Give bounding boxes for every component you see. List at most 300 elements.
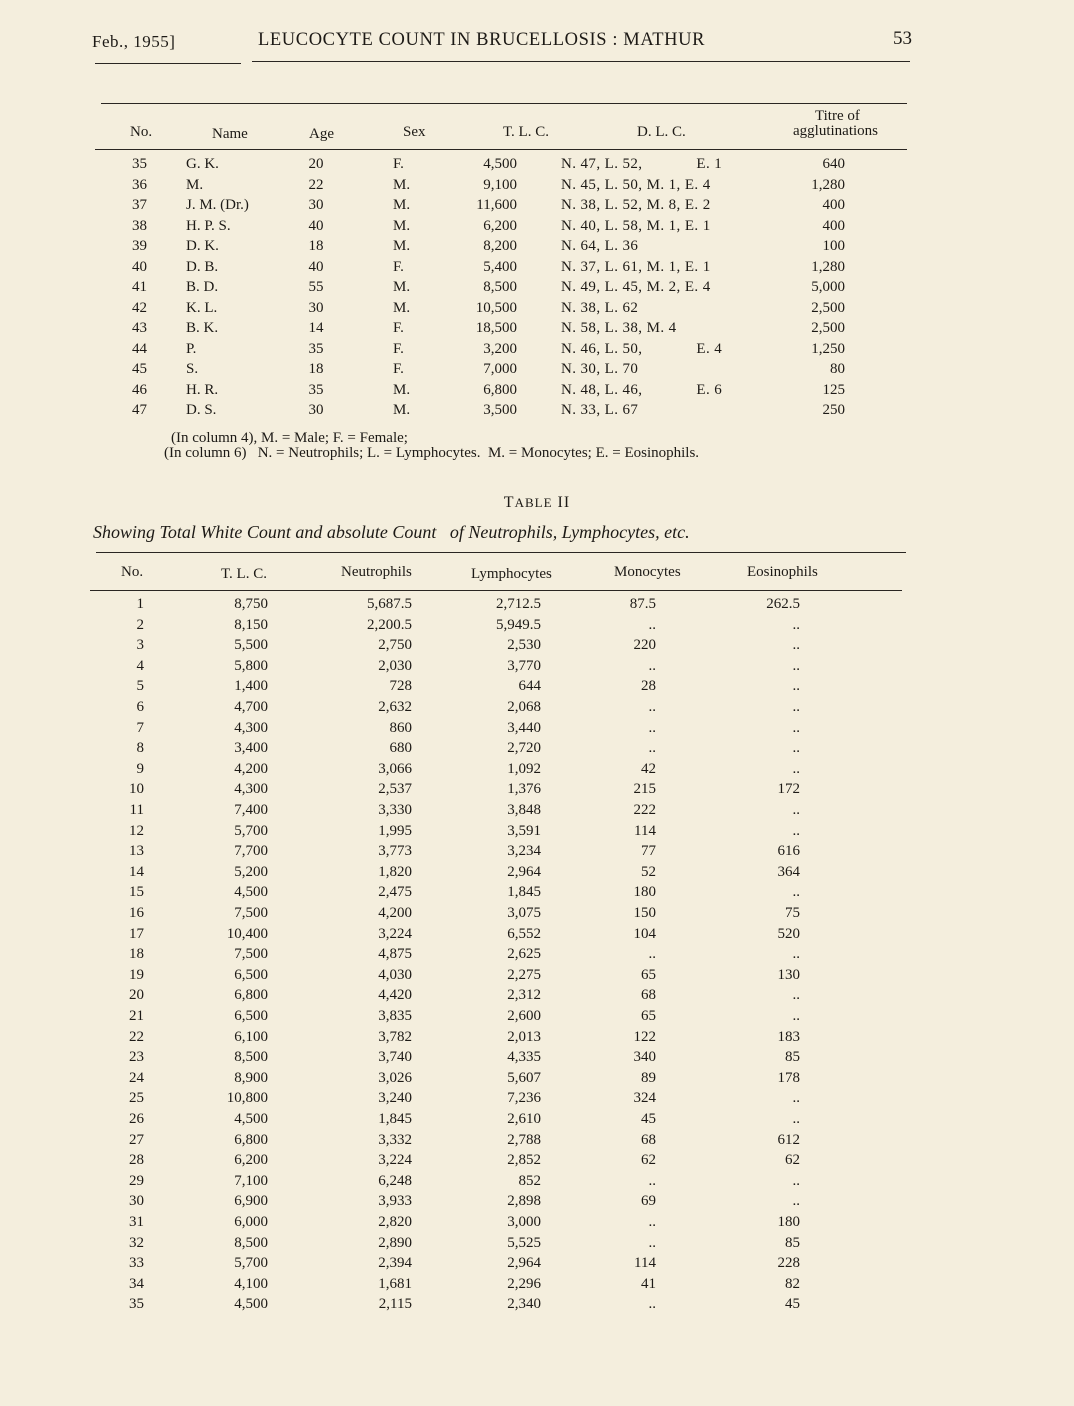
cell-monocytes: .. <box>648 946 656 963</box>
table-row <box>90 926 906 946</box>
cell-age: 55 <box>308 279 324 295</box>
cell-dlc: N. 40, L. 58, M. 1, E. 1 <box>561 217 711 234</box>
cell-name: M. <box>186 176 204 193</box>
cell-no: 44 <box>132 340 147 357</box>
cell-neutrophils: 2,030 <box>378 657 412 674</box>
cell-age: 30 <box>308 299 324 316</box>
table-2-header-rule <box>90 590 902 591</box>
table-row <box>95 238 907 258</box>
table-row <box>90 699 906 719</box>
table-row <box>90 617 906 637</box>
cell-sex: M. <box>393 299 411 316</box>
table-row <box>95 402 907 422</box>
cell-no: 16 <box>129 905 144 921</box>
cell-eosinophils: 45 <box>785 1296 800 1313</box>
cell-name: B. K. <box>186 320 219 336</box>
cell-tlc: 10,800 <box>226 1090 268 1107</box>
cell-no: 21 <box>129 1008 144 1024</box>
cell-no: 31 <box>129 1214 144 1230</box>
cell-lymphocytes: 644 <box>518 678 541 695</box>
cell-eosinophils: 85 <box>785 1234 800 1251</box>
table-2-subcaption: Showing Total White Count and absolute Count of Neutrophils, Lymphocytes, etc. <box>93 522 690 542</box>
cell-neutrophils: 3,240 <box>378 1090 412 1107</box>
cell-eosinophils: 178 <box>777 1069 800 1086</box>
cell-lymphocytes: 2,712.5 <box>496 596 541 612</box>
cell-monocytes: 114 <box>634 1255 656 1272</box>
cell-titre: 2,500 <box>811 299 845 316</box>
cell-no: 45 <box>132 361 147 377</box>
cell-monocytes: 215 <box>633 781 656 798</box>
cell-tlc: 9,100 <box>483 176 517 193</box>
cell-lymphocytes: 2,275 <box>507 966 541 983</box>
cell-lymphocytes: 3,848 <box>507 802 541 818</box>
cell-neutrophils: 2,750 <box>378 637 412 654</box>
table-row <box>90 781 906 801</box>
footnote-dlc-legend: (In column 6) N. = Neutrophils; L. = Lymphocytes. M. = Monocytes; E. = Eosinophils. <box>164 445 700 461</box>
running-title: LEUCOCYTE COUNT IN BRUCELLOSIS : MATHUR <box>258 30 706 50</box>
cell-titre: 80 <box>830 361 845 377</box>
caption-number: II <box>557 494 571 511</box>
header-rule-right <box>252 61 910 62</box>
cell-tlc: 11,600 <box>476 197 517 213</box>
cell-no: 20 <box>129 987 144 1004</box>
cell-neutrophils: 1,820 <box>378 863 412 880</box>
cell-lymphocytes: 2,312 <box>507 987 541 1004</box>
cell-lymphocytes: 2,964 <box>507 1255 541 1272</box>
cell-monocytes: 42 <box>641 760 656 777</box>
cell-lymphocytes: 2,296 <box>507 1275 541 1292</box>
cell-monocytes: .. <box>648 699 656 715</box>
cell-dlc: N. 47, L. 52, E. 1 <box>561 156 723 172</box>
cell-lymphocytes: 2,013 <box>507 1028 541 1045</box>
cell-tlc: 8,500 <box>483 279 517 295</box>
cell-tlc: 8,500 <box>234 1049 268 1066</box>
table-2-caption <box>0 494 1074 512</box>
cell-eosinophils: 172 <box>777 781 800 798</box>
cell-lymphocytes: 3,000 <box>507 1214 541 1230</box>
cell-tlc: 4,500 <box>234 1111 268 1127</box>
cell-no: 29 <box>129 1172 144 1189</box>
cell-lymphocytes: 3,234 <box>507 843 541 860</box>
cell-sex: F. <box>393 156 404 172</box>
cell-dlc: N. 64, L. 36 <box>561 238 639 254</box>
cell-no: 14 <box>129 863 144 880</box>
table-row <box>95 279 907 299</box>
col-header-age: Age <box>309 126 334 142</box>
cell-tlc: 6,000 <box>234 1214 268 1230</box>
table-row <box>90 1152 906 1172</box>
cell-neutrophils: 2,890 <box>378 1234 412 1251</box>
cell-no: 15 <box>129 884 144 901</box>
cell-no: 32 <box>129 1234 144 1251</box>
cell-eosinophils: 85 <box>785 1049 800 1066</box>
table-row <box>95 156 907 176</box>
cell-monocytes: 122 <box>633 1028 656 1045</box>
col-header-neutrophils: Neutrophils <box>341 564 412 580</box>
cell-tlc: 6,100 <box>234 1028 268 1045</box>
cell-eosinophils: .. <box>792 616 800 633</box>
cell-dlc: N. 58, L. 38, M. 4 <box>561 320 677 336</box>
cell-tlc: 4,500 <box>234 884 268 901</box>
table-row <box>90 1132 906 1152</box>
cell-no: 24 <box>129 1069 144 1086</box>
cell-monocytes: 89 <box>641 1069 656 1086</box>
cell-age: 18 <box>308 361 324 377</box>
cell-eosinophils: 62 <box>785 1152 800 1169</box>
cell-lymphocytes: 2,600 <box>507 1008 541 1024</box>
cell-no: 5 <box>136 678 144 695</box>
cell-no: 22 <box>129 1028 144 1045</box>
cell-lymphocytes: 2,964 <box>507 863 541 880</box>
cell-no: 39 <box>132 238 147 254</box>
cell-name: D. B. <box>186 258 219 275</box>
cell-no: 47 <box>132 402 147 418</box>
cell-no: 1 <box>136 596 144 612</box>
cell-monocytes: 324 <box>633 1090 656 1107</box>
cell-name: S. <box>186 361 199 377</box>
cell-tlc: 4,300 <box>234 719 268 736</box>
cell-titre: 1,250 <box>811 340 845 357</box>
cell-eosinophils: .. <box>792 946 800 963</box>
table-2-top-rule <box>96 552 906 553</box>
cell-tlc: 18,500 <box>475 320 517 336</box>
cell-lymphocytes: 1,845 <box>507 884 541 901</box>
table-row <box>90 1276 906 1296</box>
cell-dlc: N. 37, L. 61, M. 1, E. 1 <box>561 258 711 275</box>
cell-tlc: 4,700 <box>234 699 268 715</box>
cell-neutrophils: 1,995 <box>378 822 412 839</box>
cell-monocytes: .. <box>648 1234 656 1251</box>
cell-age: 40 <box>308 217 324 234</box>
cell-no: 43 <box>132 320 147 336</box>
cell-tlc: 7,000 <box>483 361 517 377</box>
table-row <box>90 1193 906 1213</box>
cell-lymphocytes: 5,949.5 <box>496 616 541 633</box>
table-row <box>90 1235 906 1255</box>
cell-age: 35 <box>308 381 324 398</box>
cell-tlc: 6,800 <box>234 987 268 1004</box>
table-row <box>95 300 907 320</box>
cell-monocytes: 52 <box>641 863 656 880</box>
cell-monocytes: 222 <box>633 802 656 818</box>
table-row <box>90 1029 906 1049</box>
cell-eosinophils: 130 <box>777 966 800 983</box>
col-header-no: No. <box>130 124 153 140</box>
page-number: 53 <box>893 28 912 49</box>
cell-no: 34 <box>129 1275 144 1292</box>
table-row <box>90 1214 906 1234</box>
cell-neutrophils: 5,687.5 <box>367 596 412 612</box>
cell-no: 23 <box>129 1049 144 1066</box>
table-row <box>90 720 906 740</box>
footnote-sex-legend: (In column 4), M. = Male; F. = Female; <box>171 430 408 446</box>
cell-eosinophils: .. <box>792 1172 800 1189</box>
cell-tlc: 4,200 <box>234 760 268 777</box>
cell-age: 14 <box>308 320 324 336</box>
cell-lymphocytes: 2,788 <box>507 1131 541 1148</box>
cell-monocytes: 62 <box>641 1152 656 1169</box>
cell-lymphocytes: 3,075 <box>507 905 541 921</box>
cell-tlc: 5,200 <box>234 863 268 880</box>
cell-no: 26 <box>129 1111 144 1127</box>
cell-lymphocytes: 6,552 <box>507 925 541 942</box>
cell-dlc: N. 46, L. 50, E. 4 <box>561 340 723 357</box>
table-row <box>90 678 906 698</box>
cell-tlc: 3,500 <box>483 402 517 418</box>
header-rule-left <box>95 63 241 64</box>
cell-neutrophils: 2,394 <box>378 1255 412 1272</box>
cell-name: D. K. <box>186 238 219 254</box>
cell-eosinophils: .. <box>792 760 800 777</box>
cell-name: B. D. <box>186 279 219 295</box>
col-header-dlc: D. L. C. <box>637 124 686 140</box>
cell-tlc: 5,800 <box>234 657 268 674</box>
cell-tlc: 5,700 <box>234 822 268 839</box>
cell-no: 37 <box>132 197 147 213</box>
table-row <box>90 967 906 987</box>
cell-eosinophils: .. <box>792 637 800 654</box>
cell-name: H. R. <box>186 381 219 398</box>
cell-eosinophils: 364 <box>777 863 800 880</box>
cell-neutrophils: 4,875 <box>378 946 412 963</box>
cell-lymphocytes: 2,340 <box>507 1296 541 1313</box>
cell-eosinophils: 228 <box>777 1255 800 1272</box>
cell-eosinophils: .. <box>792 822 800 839</box>
cell-monocytes: 77 <box>641 843 656 860</box>
cell-name: J. M. (Dr.) <box>186 197 249 213</box>
table-row <box>90 1070 906 1090</box>
table-row <box>90 987 906 1007</box>
cell-no: 28 <box>129 1152 144 1169</box>
table-row <box>90 802 906 822</box>
table-row <box>90 864 906 884</box>
cell-tlc: 5,500 <box>234 637 268 654</box>
cell-lymphocytes: 2,898 <box>507 1193 541 1210</box>
cell-monocytes: 68 <box>641 1131 656 1148</box>
table-row <box>95 259 907 279</box>
table-row <box>90 596 906 616</box>
cell-sex: M. <box>393 381 411 398</box>
cell-tlc: 8,150 <box>234 616 268 633</box>
cell-no: 17 <box>129 925 144 942</box>
cell-neutrophils: 4,030 <box>378 966 412 983</box>
col-header-lymphocytes: Lymphocytes <box>471 566 552 582</box>
cell-tlc: 7,500 <box>234 946 268 963</box>
cell-sex: F. <box>393 258 404 275</box>
cell-name: D. S. <box>186 402 217 418</box>
cell-neutrophils: 6,248 <box>378 1172 412 1189</box>
cell-tlc: 6,800 <box>483 381 517 398</box>
cell-neutrophils: 3,782 <box>378 1028 412 1045</box>
col-header-name: Name <box>212 126 248 142</box>
cell-monocytes: 114 <box>634 822 656 839</box>
cell-neutrophils: 860 <box>389 719 412 736</box>
cell-eosinophils: .. <box>792 802 800 818</box>
cell-no: 2 <box>136 616 144 633</box>
cell-neutrophils: 3,330 <box>378 802 412 818</box>
cell-lymphocytes: 2,852 <box>507 1152 541 1169</box>
cell-monocytes: 68 <box>641 987 656 1004</box>
cell-sex: F. <box>393 361 404 377</box>
cell-sex: M. <box>393 197 411 213</box>
table-row <box>90 1255 906 1275</box>
cell-sex: F. <box>393 320 404 336</box>
cell-name: G. K. <box>186 156 219 172</box>
cell-eosinophils: .. <box>792 987 800 1004</box>
cell-eosinophils: 82 <box>785 1275 800 1292</box>
cell-lymphocytes: 5,607 <box>507 1069 541 1086</box>
cell-no: 33 <box>129 1255 144 1272</box>
table-row <box>90 1090 906 1110</box>
cell-lymphocytes: 852 <box>518 1172 541 1189</box>
cell-titre: 400 <box>822 217 845 234</box>
table-row <box>90 1296 906 1316</box>
cell-titre: 5,000 <box>811 279 845 295</box>
cell-monocytes: 65 <box>641 966 656 983</box>
cell-name: P. <box>186 340 197 357</box>
cell-monocytes: 41 <box>641 1275 656 1292</box>
cell-no: 25 <box>129 1090 144 1107</box>
col-header-tlc: T. L. C. <box>503 124 549 140</box>
cell-titre: 400 <box>822 197 845 213</box>
cell-tlc: 6,200 <box>234 1152 268 1169</box>
col-header-tlc: T. L. C. <box>221 566 267 582</box>
cell-no: 40 <box>132 258 147 275</box>
cell-no: 35 <box>129 1296 144 1313</box>
cell-age: 18 <box>308 238 324 254</box>
table-row <box>95 341 907 361</box>
cell-no: 46 <box>132 381 147 398</box>
cell-dlc: N. 33, L. 67 <box>561 402 639 418</box>
cell-monocytes: .. <box>648 616 656 633</box>
col-header-monocytes: Monocytes <box>614 564 681 580</box>
table-row <box>90 946 906 966</box>
cell-neutrophils: 728 <box>389 678 412 695</box>
cell-monocytes: .. <box>648 719 656 736</box>
cell-eosinophils: .. <box>792 1111 800 1127</box>
cell-eosinophils: .. <box>792 884 800 901</box>
caption-initial: T <box>503 494 515 511</box>
cell-lymphocytes: 1,376 <box>507 781 541 798</box>
cell-lymphocytes: 5,525 <box>507 1234 541 1251</box>
cell-tlc: 6,900 <box>234 1193 268 1210</box>
cell-lymphocytes: 3,770 <box>507 657 541 674</box>
cell-neutrophils: 3,740 <box>378 1049 412 1066</box>
cell-dlc: N. 48, L. 46, E. 6 <box>561 381 723 398</box>
cell-dlc: N. 30, L. 70 <box>561 361 639 377</box>
cell-no: 41 <box>132 279 147 295</box>
cell-titre: 125 <box>822 381 845 398</box>
cell-no: 11 <box>129 802 144 818</box>
cell-lymphocytes: 4,335 <box>507 1049 541 1066</box>
cell-titre: 2,500 <box>811 320 845 336</box>
cell-lymphocytes: 7,236 <box>507 1090 541 1107</box>
cell-eosinophils: 183 <box>777 1028 800 1045</box>
cell-eosinophils: 520 <box>777 925 800 942</box>
cell-neutrophils: 1,845 <box>378 1111 412 1127</box>
cell-no: 3 <box>136 637 144 654</box>
cell-tlc: 8,750 <box>234 596 268 612</box>
cell-eosinophils: 180 <box>777 1214 800 1230</box>
cell-neutrophils: 1,681 <box>378 1275 412 1292</box>
cell-age: 30 <box>308 402 324 418</box>
cell-monocytes: 220 <box>633 637 656 654</box>
cell-neutrophils: 3,773 <box>378 843 412 860</box>
cell-titre: 1,280 <box>811 258 845 275</box>
table-row <box>90 1111 906 1131</box>
cell-neutrophils: 3,224 <box>378 1152 412 1169</box>
cell-tlc: 10,500 <box>475 299 517 316</box>
table-row <box>90 1173 906 1193</box>
cell-monocytes: .. <box>648 1214 656 1230</box>
table-row <box>90 823 906 843</box>
cell-eosinophils: 262.5 <box>766 596 800 612</box>
cell-monocytes: .. <box>648 740 656 757</box>
table-row <box>90 1049 906 1069</box>
cell-no: 42 <box>132 299 147 316</box>
cell-sex: M. <box>393 176 411 193</box>
cell-no: 12 <box>129 822 144 839</box>
cell-neutrophils: 3,933 <box>378 1193 412 1210</box>
cell-neutrophils: 4,200 <box>378 905 412 921</box>
cell-dlc: N. 38, L. 52, M. 8, E. 2 <box>561 197 711 213</box>
issue-date: Feb., 1955] <box>92 32 176 51</box>
cell-age: 22 <box>308 176 324 193</box>
table-row <box>95 197 907 217</box>
cell-monocytes: 65 <box>641 1008 656 1024</box>
cell-tlc: 6,500 <box>234 966 268 983</box>
cell-sex: M. <box>393 279 411 295</box>
table-row <box>90 905 906 925</box>
cell-tlc: 4,300 <box>234 781 268 798</box>
cell-no: 4 <box>136 657 144 674</box>
cell-neutrophils: 2,200.5 <box>367 616 412 633</box>
cell-tlc: 6,500 <box>234 1008 268 1024</box>
cell-tlc: 7,700 <box>234 843 268 860</box>
table-1-top-rule <box>101 103 907 104</box>
cell-name: H. P. S. <box>186 217 231 234</box>
cell-age: 40 <box>308 258 324 275</box>
cell-tlc: 5,400 <box>483 258 517 275</box>
cell-no: 10 <box>129 781 144 798</box>
cell-tlc: 6,200 <box>483 217 517 234</box>
cell-titre: 250 <box>822 402 845 418</box>
cell-tlc: 7,400 <box>234 802 268 818</box>
cell-no: 36 <box>132 176 147 193</box>
cell-dlc: N. 38, L. 62 <box>561 299 639 316</box>
cell-tlc: 6,800 <box>234 1131 268 1148</box>
table-row <box>90 658 906 678</box>
cell-tlc: 4,500 <box>483 156 517 172</box>
table-row <box>90 843 906 863</box>
cell-tlc: 8,900 <box>234 1069 268 1086</box>
table-row <box>95 382 907 402</box>
cell-lymphocytes: 1,092 <box>507 760 541 777</box>
cell-tlc: 1,400 <box>234 678 268 695</box>
cell-eosinophils: .. <box>792 1090 800 1107</box>
cell-tlc: 10,400 <box>226 925 268 942</box>
running-header <box>92 28 912 56</box>
cell-name: K. L. <box>186 299 218 316</box>
table-row <box>90 637 906 657</box>
cell-no: 13 <box>129 843 144 860</box>
cell-monocytes: .. <box>648 657 656 674</box>
cell-lymphocytes: 2,625 <box>507 946 541 963</box>
cell-tlc: 3,200 <box>483 340 517 357</box>
cell-lymphocytes: 2,068 <box>507 699 541 715</box>
cell-eosinophils: .. <box>792 1193 800 1210</box>
cell-no: 7 <box>136 719 144 736</box>
